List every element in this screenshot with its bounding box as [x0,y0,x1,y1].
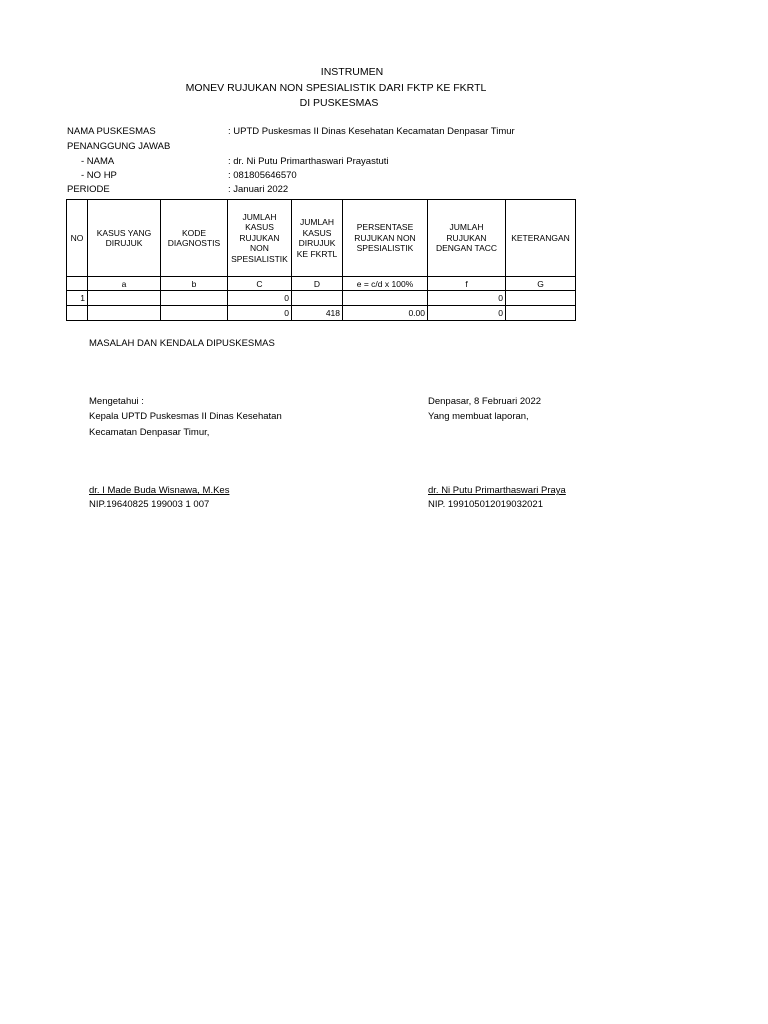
col-header-kode: KODE DIAGNOSTIS [161,200,228,277]
right-signatory-name: dr. Ni Putu Primarthaswari Praya [428,485,566,496]
doc-title: INSTRUMEN [320,66,384,78]
nama-puskesmas-value: : UPTD Puskesmas II Dinas Kesehatan Kecamatan Denpasar Timur [228,126,515,137]
mengetahui-label: Mengetahui : [89,396,144,407]
table-header-row [67,200,576,277]
pembuat-laporan-label: Yang membuat laporan, [428,411,529,422]
letter-cell: e = c/d x 100% [343,277,428,291]
nohp-label: - NO HP [81,170,117,181]
table-cell [161,291,228,306]
left-signatory-nip: NIP.19640825 199003 1 007 [89,499,210,510]
table-cell: 0 [428,291,506,306]
table-cell: 0 [228,291,292,306]
letter-cell: D [292,277,343,291]
right-signatory-nip: NIP. 199105012019032021 [428,499,543,510]
table-cell [292,291,343,306]
col-header-jumlah-fkrtl: JUMLAH KASUS DIRUJUK KE FKRTL [292,200,343,277]
table-cell [67,306,88,321]
letter-cell: C [228,277,292,291]
letter-cell: a [88,277,161,291]
table-cell [88,291,161,306]
monev-table [66,199,576,321]
col-header-keterangan: KETERANGAN [506,200,576,277]
letter-cell: f [428,277,506,291]
table-cell [161,306,228,321]
col-header-jumlah-non-spesialistik: JUMLAH KASUS RUJUKAN NON SPESIALISTIK [228,200,292,277]
masalah-heading: MASALAH DAN KENDALA DIPUSKESMAS [89,338,275,349]
col-header-tacc: JUMLAH RUJUKAN DENGAN TACC [428,200,506,277]
doc-location: DI PUSKESMAS [299,97,379,109]
table-cell: 0 [228,306,292,321]
left-signatory-name: dr. I Made Buda Wisnawa, M.Kes [89,485,230,496]
table-cell: 1 [67,291,88,306]
letter-cell: b [161,277,228,291]
col-header-no: NO [67,200,88,277]
nohp-value: : 081805646570 [228,170,297,181]
kepala-title: Kepala UPTD Puskesmas II Dinas Kesehatan [89,411,282,422]
table-cell [88,306,161,321]
table-cell: 418 [292,306,343,321]
letter-cell [67,277,88,291]
table-cell [506,291,576,306]
table-row [67,306,576,321]
nama-puskesmas-label: NAMA PUSKESMAS [67,126,156,137]
nama-value: : dr. Ni Putu Primarthaswari Prayastuti [228,156,389,167]
periode-label: PERIODE [67,184,110,195]
table-cell: 0 [428,306,506,321]
table-cell [343,291,428,306]
kecamatan-label: Kecamatan Denpasar Timur, [89,427,210,438]
col-header-kasus: KASUS YANG DIRUJUK [88,200,161,277]
table-cell: 0.00 [343,306,428,321]
table-row [67,291,576,306]
letter-cell: G [506,277,576,291]
nama-label: - NAMA [81,156,115,167]
table-cell [506,306,576,321]
col-header-persentase: PERSENTASE RUJUKAN NON SPESIALISTIK [343,200,428,277]
table-letter-row [67,277,576,291]
penanggung-jawab-label: PENANGGUNG JAWAB [67,141,171,152]
periode-value: : Januari 2022 [228,184,289,195]
place-date: Denpasar, 8 Februari 2022 [428,396,542,407]
doc-subtitle: MONEV RUJUKAN NON SPESIALISTIK DARI FKTP KE FKRTL [185,82,487,94]
